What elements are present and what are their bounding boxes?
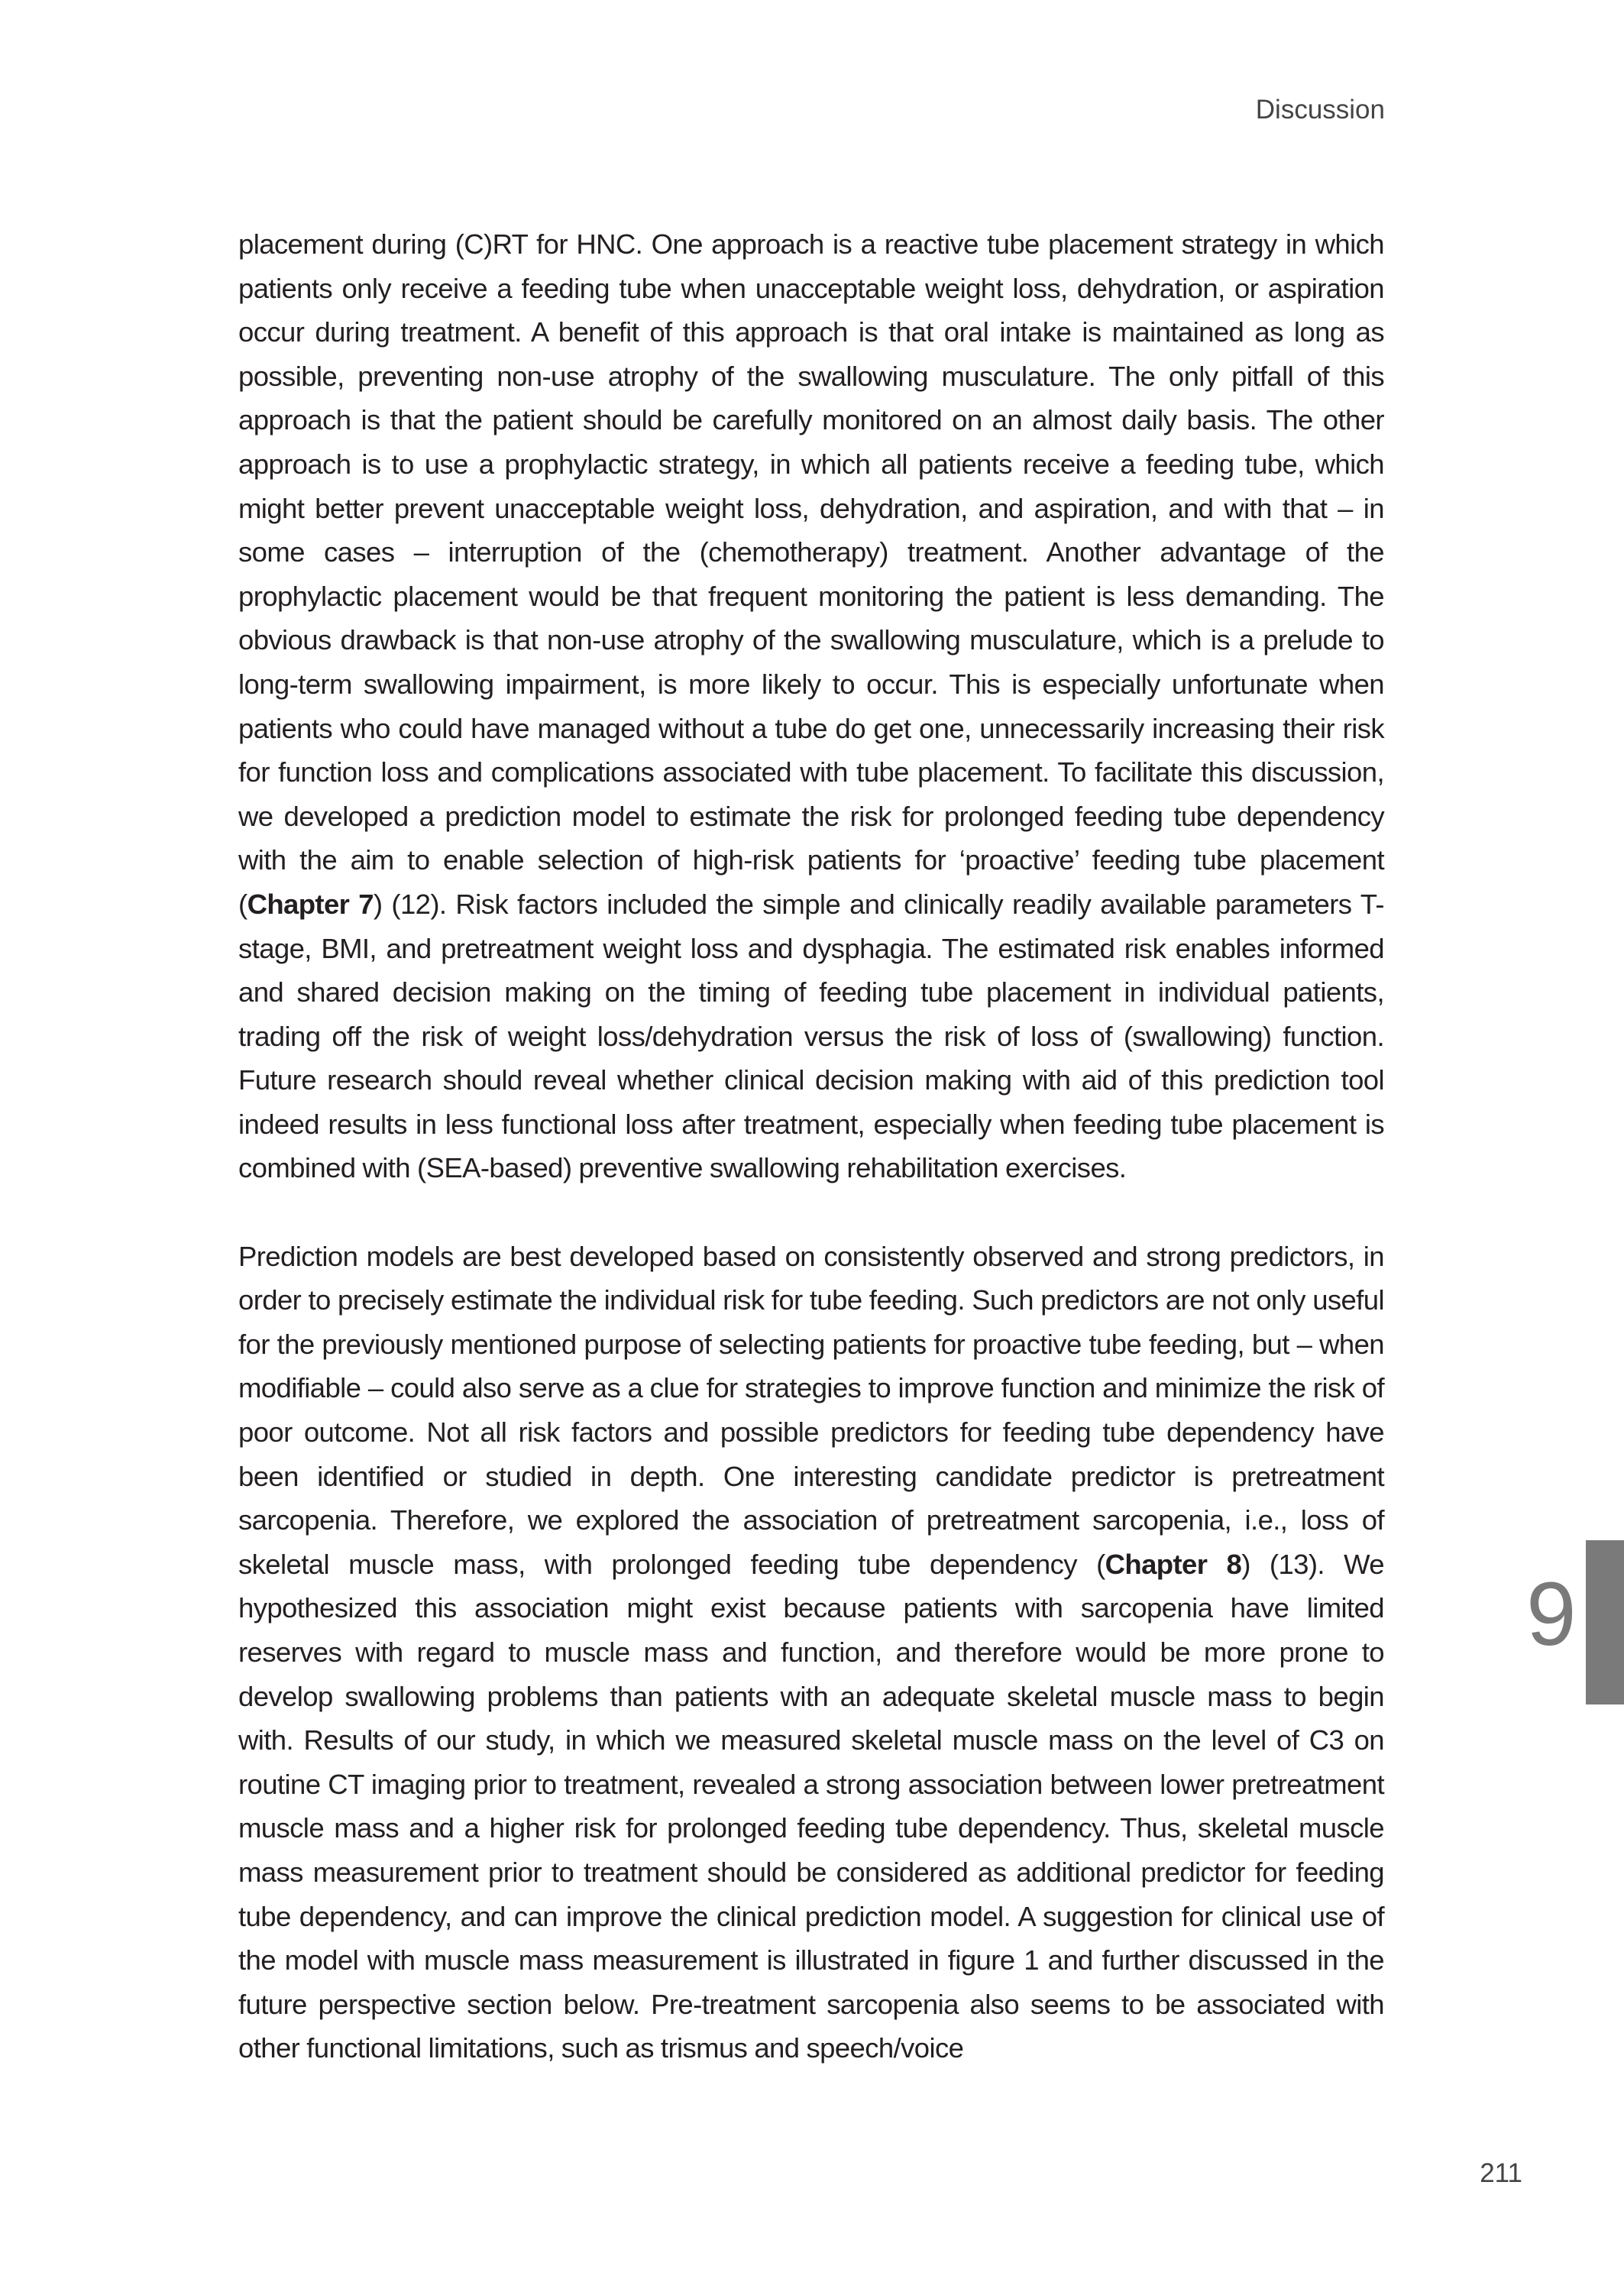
paragraph-1-text-start: placement during (C)RT for HNC. One approach is a reactive tube placement strategy in which patients only receive a feeding tube when unacceptable weight loss, dehydration, or aspiration occur during treatment. A benefit of this approach is that oral intake is maintained as long as possible, preventing non-use atrophy of the swallowing musculature. The only pitfall of this approach is that the patient should be carefully monitored on an almost daily basis. The other approach is to use a prophylactic strategy, in which all patients receive a feeding tube, which might better prevent unacceptable weight loss, dehydration, and aspiration, and with that – in some cases – interruption of the (chemotherapy) treatment. Another advantage of the prophylactic placement would be that frequent monitoring the patient is less demanding. The obvious drawback is that non-use atrophy of the swallowing musculature, which is a prelude to long-term swallowing impairment, is more likely to occur. This is especially unfortunate when patients who could have managed without a tube do get one, unnecessarily increasing their risk for function loss and complications associated with tube placement. To facilitate this discussion, we developed a prediction model to estimate the risk for prolonged feeding tube dependency with the aim to enable selection of high-risk patients for ‘proactive’ feeding tube placement ( <box>238 228 1384 920</box>
paragraph-1-text-end: ) (12). Risk factors included the simple and clinically readily available parameters T-stage, BMI, and pretreatment weight loss and dysphagia. The estimated risk enables informed and shared decision making on the timing of feeding tube placement in individual patients, trading off the risk of weight loss/dehydration versus the risk of loss of (swallowing) function. Future research should reveal whether clinical decision making with aid of this prediction tool indeed results in less functional loss after treatment, especially when feeding tube placement is combined with (SEA-based) preventive swallowing rehabilitation exercises. <box>238 888 1384 1184</box>
chapter-tab <box>1586 1540 1624 1704</box>
chapter-number: 9 <box>1526 1564 1577 1665</box>
paragraph-2 <box>238 1235 1384 2070</box>
paragraph-1 <box>238 222 1384 1190</box>
page-number: 211 <box>1480 2158 1522 2188</box>
paragraph-2-text-start: Prediction models are best developed based on consistently observed and strong predictors, in order to precisely estimate the individual risk for tube feeding. Such predictors are not only useful for the previously mentioned purpose of selecting patients for proactive tube feeding, but – when modifiable – could also serve as a clue for strategies to improve function and minimize the risk of poor outcome. Not all risk factors and possible predictors for feeding tube dependency have been identified or studied in depth. One interesting candidate predictor is pretreatment sarcopenia. Therefore, we explored the association of pretreatment sarcopenia, i.e., loss of skeletal muscle mass, with prolonged feeding tube dependency ( <box>238 1240 1384 1580</box>
body-text <box>238 222 1384 2070</box>
paragraph-2-text-end: ) (13). We hypothesized this association might exist because patients with sarcopenia have limited reserves with regard to muscle mass and function, and therefore would be more prone to develop swallowing problems than patients with an adequate skeletal muscle mass to begin with. Results of our study, in which we measured skeletal muscle mass on the level of C3 on routine CT imaging prior to treatment, revealed a strong association between lower pretreatment muscle mass and a higher risk for prolonged feeding tube dependency. Thus, skeletal muscle mass measurement prior to treatment should be considered as additional predictor for feeding tube dependency, and can improve the clinical prediction model. A suggestion for clinical use of the model with muscle mass measurement is illustrated in figure 1 and further discussed in the future perspective section below. Pre-treatment sarcopenia also seems to be associated with other functional limitations, such as trismus and speech/voice <box>238 1548 1384 2064</box>
chapter-7-reference: Chapter 7 <box>247 888 374 920</box>
running-header: Discussion <box>1255 95 1385 125</box>
chapter-8-reference: Chapter 8 <box>1105 1548 1242 1580</box>
